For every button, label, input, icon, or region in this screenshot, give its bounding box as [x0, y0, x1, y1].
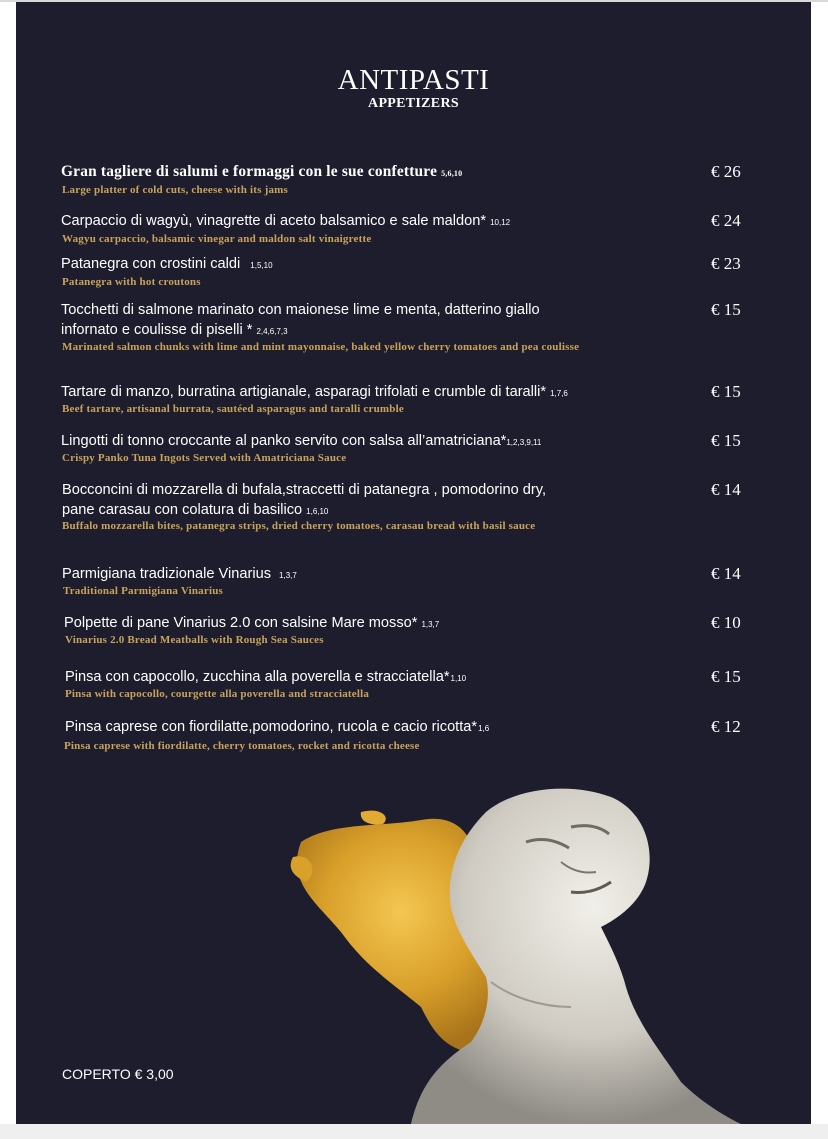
item-price: € 14 — [711, 564, 741, 583]
item-price: € 15 — [711, 300, 741, 319]
item-allergens: 2,4,6,7,3 — [256, 327, 288, 336]
item-name: Parmigiana tradizionale Vinarius 1,3,7 — [62, 566, 297, 582]
item-allergens: 1,3,7 — [279, 571, 297, 580]
item-english: Vinarius 2.0 Bread Meatballs with Rough Sea Sauces — [65, 634, 324, 646]
item-english: Buffalo mozzarella bites, patanegra strips, dried cherry tomatoes, carasau bread with basil sauce — [62, 520, 536, 532]
item-english: Pinsa with capocollo, courgette alla poverella and stracciatella — [65, 688, 370, 700]
section-subtitle: APPETIZERS — [368, 96, 459, 111]
item-english: Crispy Panko Tuna Ingots Served with Amatriciana Sauce — [62, 452, 347, 464]
item-price: € 15 — [711, 667, 741, 686]
item-price: € 26 — [711, 162, 741, 181]
item-english: Wagyu carpaccio, balsamic vinegar and maldon salt vinaigrette — [62, 233, 372, 245]
cover-charge: COPERTO € 3,00 — [62, 1066, 174, 1082]
section-title: ANTIPASTI — [337, 64, 490, 96]
item-name: Tocchetti di salmone marinato con maionese lime e menta, datterino giallo infornato e coulisse di piselli * 2,4,6,7,3 — [61, 302, 540, 338]
item-allergens: 1,5,10 — [250, 261, 273, 270]
item-english: Beef tartare, artisanal burrata, sautéed asparagus and taralli crumble — [62, 403, 404, 415]
item-name: Polpette di pane Vinarius 2.0 con salsine Mare mosso* 1,3,7 — [64, 615, 440, 631]
item-allergens: 1,2,3,9,11 — [506, 438, 542, 447]
item-allergens: 10,12 — [490, 218, 511, 227]
item-price: € 12 — [711, 717, 741, 736]
item-allergens: 5,6,10 — [441, 169, 463, 178]
item-name: Lingotti di tonno croccante al panko servito con salsa all’amatriciana*1,2,3,9,11 — [61, 433, 542, 449]
item-english: Patanegra with hot croutons — [62, 276, 201, 288]
item-price: € 14 — [711, 480, 741, 499]
item-allergens: 1,10 — [450, 674, 467, 683]
item-name: Pinsa con capocollo, zucchina alla poverella e stracciatella*1,10 — [65, 669, 467, 685]
item-allergens: 1,7,6 — [550, 389, 568, 398]
bottom-strip — [0, 1124, 828, 1139]
item-price: € 10 — [711, 613, 741, 632]
item-allergens: 1,6,10 — [306, 507, 329, 516]
menu-header — [16, 64, 811, 112]
item-price: € 15 — [711, 382, 741, 401]
item-price: € 24 — [711, 211, 741, 230]
item-name: Carpaccio di wagyù, vinagrette di aceto balsamico e sale maldon* 10,12 — [61, 213, 511, 229]
item-allergens: 1,3,7 — [421, 620, 440, 629]
sculpture-artwork — [271, 782, 811, 1124]
menu-page — [16, 2, 811, 1124]
item-english: Traditional Parmigiana Vinarius — [63, 585, 224, 597]
item-name: Patanegra con crostini caldi 1,5,10 — [61, 256, 273, 272]
item-english: Pinsa caprese with fiordilatte, cherry tomatoes, rocket and ricotta cheese — [64, 740, 420, 752]
item-price: € 15 — [711, 431, 741, 450]
item-english: Marinated salmon chunks with lime and mint mayonnaise, baked yellow cherry tomatoes and pea coulisse — [62, 341, 580, 353]
item-name: Pinsa caprese con fiordilatte,pomodorino, rucola e cacio ricotta*1,6 — [65, 719, 490, 735]
item-allergens: 1,6 — [478, 724, 490, 733]
item-price: € 23 — [711, 254, 741, 273]
item-name: Tartare di manzo, burratina artigianale, asparagi trifolati e crumble di taralli* 1,7,6 — [61, 384, 568, 400]
item-name: Bocconcini di mozzarella di bufala,straccetti di patanegra , pomodorino dry, pane carasau con colatura di basilico 1,6,10 — [62, 482, 547, 518]
item-english: Large platter of cold cuts, cheese with its jams — [62, 184, 288, 196]
item-name: Gran tagliere di salumi e formaggi con le sue confetture 5,6,10 — [61, 163, 463, 180]
